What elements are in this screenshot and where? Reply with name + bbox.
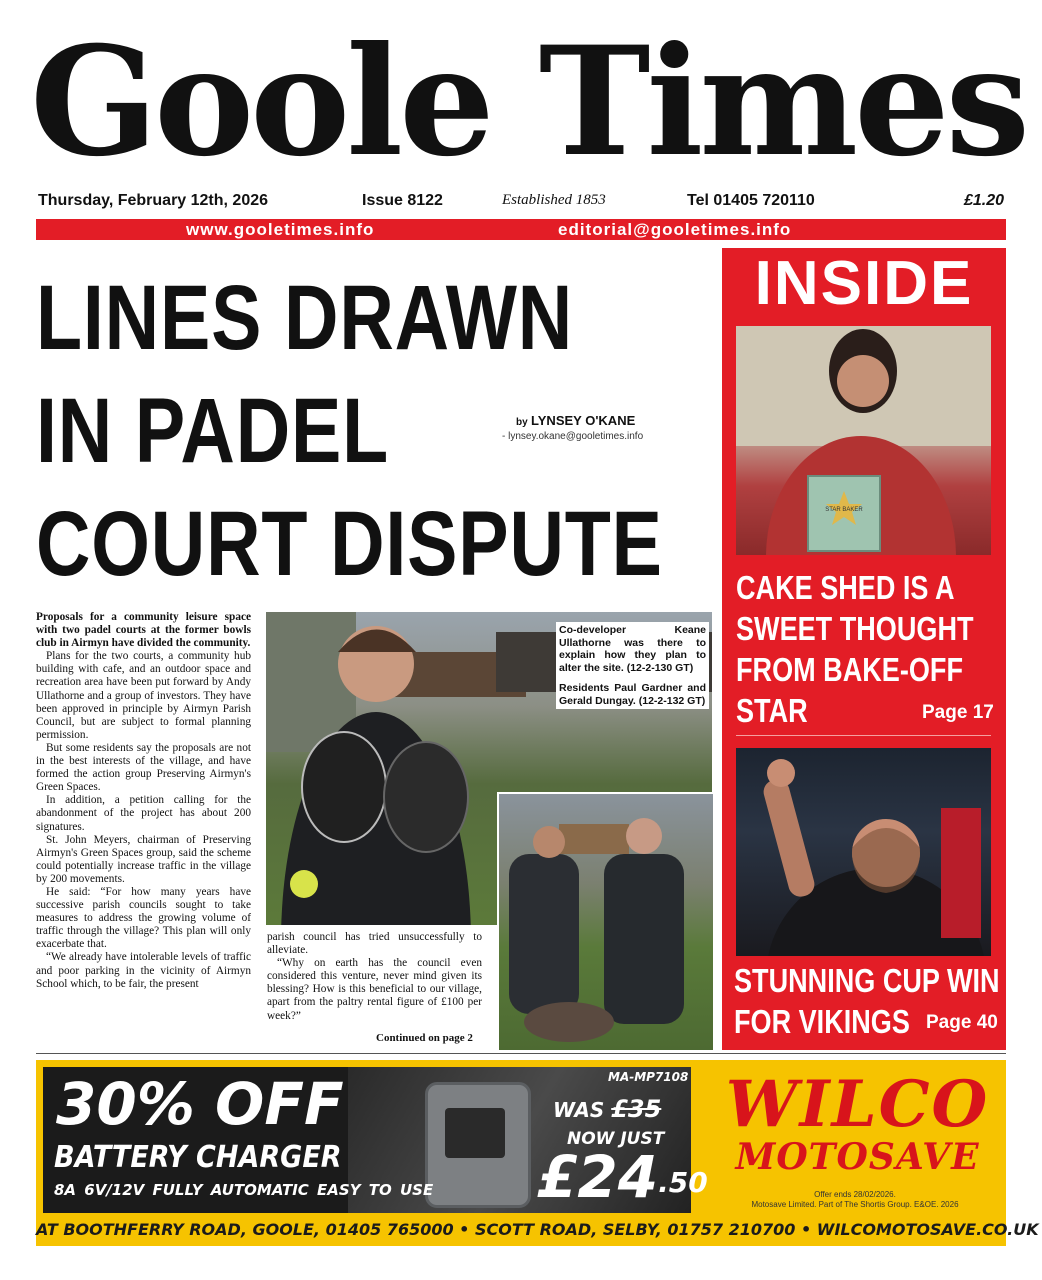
headline-line: LINES DRAWN	[36, 267, 574, 369]
contact-bar	[36, 219, 1006, 240]
email-link[interactable]: editorial@gooletimes.info	[558, 220, 792, 239]
charger-display	[445, 1108, 505, 1158]
bake-off-star-photo	[736, 326, 991, 555]
cover-price: £1.20	[963, 192, 1004, 209]
byline-email: - lynsey.okane@gooletimes.info	[502, 431, 644, 442]
issue-number: Issue 8122	[362, 192, 443, 209]
wilco-logo: WILCO	[725, 1067, 990, 1142]
teaser-line[interactable]: STAR	[736, 692, 808, 729]
caption-developer: Co-developer Keane Ullathorne was there to explain how they plan to alter the site. (12-2-130 GT)	[559, 624, 706, 674]
continued-link[interactable]: Continued on page 2	[376, 1032, 473, 1044]
article-paragraph: “We already have intolerable levels of traffic and poor parking in the vicinity of Airmyn School which, to be fair, the present	[36, 951, 251, 990]
article-paragraph: In addition, a petition calling for the abandonment of the project has about 200 signatures.	[36, 794, 251, 833]
article-paragraph: “Why on earth has the council even considered this venture, never mind given its blessing? How is this beneficial to our village, apart from the paltry rental figure of £100 per week?”	[267, 957, 482, 1022]
offer-end: Offer ends 28/02/2026.	[814, 1190, 896, 1199]
article-column-2	[267, 931, 482, 1023]
price-main: £24	[537, 1143, 659, 1211]
advert-small-print	[715, 1190, 995, 1210]
advert-footer[interactable]: AT BOOTHFERRY ROAD, GOOLE, 01405 765000 • SCOTT ROAD, SELBY, 01757 210700 • WILCOMOTOSAVE.CO.UK	[36, 1220, 1039, 1239]
teaser-line[interactable]: STUNNING CUP WIN	[734, 962, 1000, 999]
teaser-line[interactable]: FROM BAKE-OFF	[736, 651, 963, 688]
caption-residents: Residents Paul Gardner and Gerald Dungay. (12-2-132 GT)	[559, 682, 706, 707]
byline-name: LYNSEY O'KANE	[531, 413, 636, 428]
teaser-line[interactable]: FOR VIKINGS	[734, 1003, 910, 1040]
star-baker-sign: STAR BAKER	[825, 507, 863, 513]
telephone: Tel 01405 720110	[687, 192, 815, 209]
inside-title: INSIDE	[754, 249, 974, 318]
advert-now-label: NOW JUST	[567, 1129, 665, 1149]
teaser-page-ref[interactable]: Page 40	[926, 1012, 998, 1033]
byline-prefix: by	[516, 417, 528, 428]
photo-illustration	[736, 748, 991, 956]
headline-line: IN PADEL	[36, 380, 390, 482]
headline-line: COURT DISPUTE	[36, 493, 663, 595]
photo-illustration	[736, 326, 991, 555]
was-amount: £35	[611, 1095, 662, 1123]
offer-company: Motosave Limited. Part of The Shortis Group. E&OE. 2026	[751, 1200, 959, 1209]
inside-divider	[736, 735, 991, 736]
article-paragraph: He said: “For how many years have successive parish councils sought to take measures to address the growing volume of traffic through the village? This plan will only exacerbate that.	[36, 885, 251, 951]
residents-photo	[497, 792, 715, 1052]
masthead-title: Goole Times	[30, 14, 1027, 190]
issue-date: Thursday, February 12th, 2026	[38, 192, 269, 209]
advert-discount: 30% OFF	[56, 1070, 344, 1138]
price-pence: .50	[658, 1166, 708, 1199]
established: Established 1853	[502, 192, 606, 208]
photo-illustration	[499, 794, 713, 1050]
info-bar	[36, 190, 1006, 212]
vikings-rugby-photo	[736, 748, 991, 956]
advert-model: MA-MP7108	[608, 1070, 689, 1084]
advert-was-price	[553, 1095, 661, 1123]
byline	[502, 413, 644, 442]
was-label: WAS	[553, 1098, 605, 1122]
article-standfirst: Proposals for a community leisure space with two padel courts at the former bowls club in Airmyn have divided the community.	[36, 611, 251, 650]
website-link[interactable]: www.gooletimes.info	[186, 220, 375, 239]
advert-product: BATTERY CHARGER	[54, 1140, 342, 1175]
advert-spec: 8A 6V/12V FULLY AUTOMATIC EASY TO USE	[54, 1181, 434, 1199]
article-paragraph: parish council has tried unsuccessfully to alleviate.	[267, 931, 482, 957]
teaser-line[interactable]: CAKE SHED IS A	[736, 569, 955, 606]
photo-caption	[556, 622, 709, 709]
article-paragraph: Plans for the two courts, a community hub building with cafe, and an outdoor space and recreation area have been put forward by Andy Ullathorne and a group of investors. They have been approved in principle by Airmyn Parish Council, but are subject to formal planning permission.	[36, 650, 251, 741]
motosave-logo: MOTOSAVE	[735, 1136, 980, 1178]
advert-now-price	[537, 1143, 708, 1211]
advert-rule	[36, 1053, 1006, 1054]
article-column-1	[36, 611, 251, 991]
article-paragraph: St. John Meyers, chairman of Preserving Airmyn's Green Spaces group, said the scheme could potentially increase traffic in the village by 200 movements.	[36, 833, 251, 885]
teaser-page-ref[interactable]: Page 17	[922, 702, 994, 723]
teaser-line[interactable]: SWEET THOUGHT	[736, 610, 974, 647]
article-paragraph: But some residents say the proposals are not in the best interests of the village, and have formed the action group Preserving Airmyn's Green Spaces.	[36, 741, 251, 794]
